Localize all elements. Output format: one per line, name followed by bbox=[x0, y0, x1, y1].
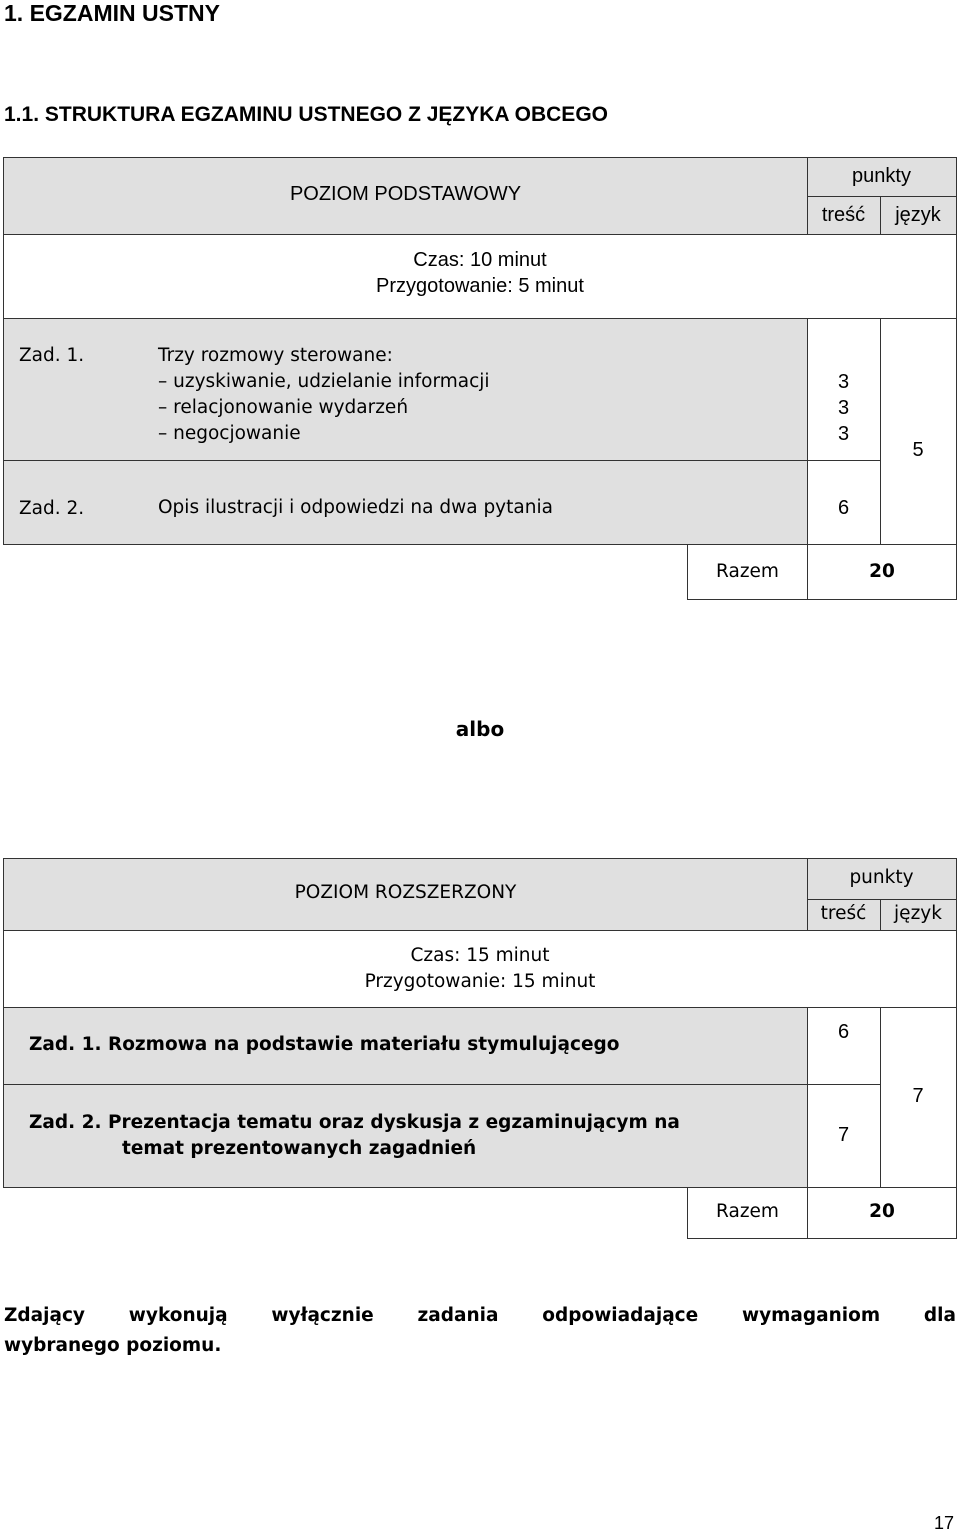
points-value: 3 bbox=[837, 371, 850, 393]
extended-time-info bbox=[4, 943, 956, 995]
extended-level-title: POZIOM ROZSZERZONY bbox=[294, 882, 517, 903]
prep-time: Przygotowanie: 15 minut bbox=[364, 971, 596, 992]
basic-time-info bbox=[4, 247, 956, 299]
or-separator: albo bbox=[455, 717, 505, 741]
total-label: Razem bbox=[716, 1201, 779, 1222]
task2-description: Opis ilustracji i odpowiedzi na dwa pytania bbox=[158, 497, 553, 518]
content-header: treść bbox=[821, 204, 866, 226]
task2-points: 7 bbox=[837, 1124, 850, 1146]
task1-description bbox=[158, 343, 490, 447]
exam-time: Czas: 10 minut bbox=[413, 249, 547, 271]
total-value: 20 bbox=[869, 561, 895, 582]
task2-line: temat prezentowanych zagadnień bbox=[122, 1138, 477, 1159]
basic-level-title: POZIOM PODSTAWOWY bbox=[289, 183, 522, 205]
page-number: 17 bbox=[933, 1513, 954, 1533]
language-points: 7 bbox=[912, 1085, 924, 1107]
task2-line: Zad. 2. Prezentacja tematu oraz dyskusja z egzaminującym na bbox=[29, 1112, 680, 1133]
task1-title: Trzy rozmowy sterowane: bbox=[158, 345, 393, 366]
points-value: 3 bbox=[837, 397, 850, 419]
footer-line: wybranego poziomu. bbox=[4, 1335, 222, 1356]
footer-line: Zdający wykonują wyłącznie zadania odpowiadające wymaganiom dla bbox=[4, 1305, 956, 1326]
section-heading: 1. EGZAMIN USTNY bbox=[4, 0, 220, 26]
language-points: 5 bbox=[912, 439, 924, 461]
points-header: punkty bbox=[849, 867, 914, 888]
task1-description: Zad. 1. Rozmowa na podstawie materiału stymulującego bbox=[29, 1034, 620, 1055]
task2-label: Zad. 2. bbox=[19, 498, 85, 519]
points-value: 3 bbox=[837, 423, 850, 445]
task1-item: – relacjonowanie wydarzeń bbox=[158, 397, 409, 418]
task1-points: 6 bbox=[837, 1021, 850, 1043]
task1-label: Zad. 1. bbox=[19, 345, 85, 366]
prep-time: Przygotowanie: 5 minut bbox=[376, 275, 584, 297]
task1-points bbox=[807, 369, 880, 447]
section-subheading: 1.1. STRUKTURA EGZAMINU USTNEGO Z JĘZYKA OBCEGO bbox=[4, 103, 608, 126]
total-label: Razem bbox=[716, 561, 779, 582]
language-header: język bbox=[894, 903, 942, 924]
total-value: 20 bbox=[869, 1201, 895, 1222]
task2-description bbox=[29, 1110, 680, 1162]
task1-item: – uzyskiwanie, udzielanie informacji bbox=[158, 371, 490, 392]
language-header: język bbox=[895, 204, 941, 226]
task2-points: 6 bbox=[837, 497, 850, 519]
exam-time: Czas: 15 minut bbox=[410, 945, 550, 966]
footer-note bbox=[4, 1301, 956, 1361]
task1-item: – negocjowanie bbox=[158, 423, 301, 444]
content-header: treść bbox=[820, 903, 867, 924]
points-header: punkty bbox=[852, 165, 911, 187]
